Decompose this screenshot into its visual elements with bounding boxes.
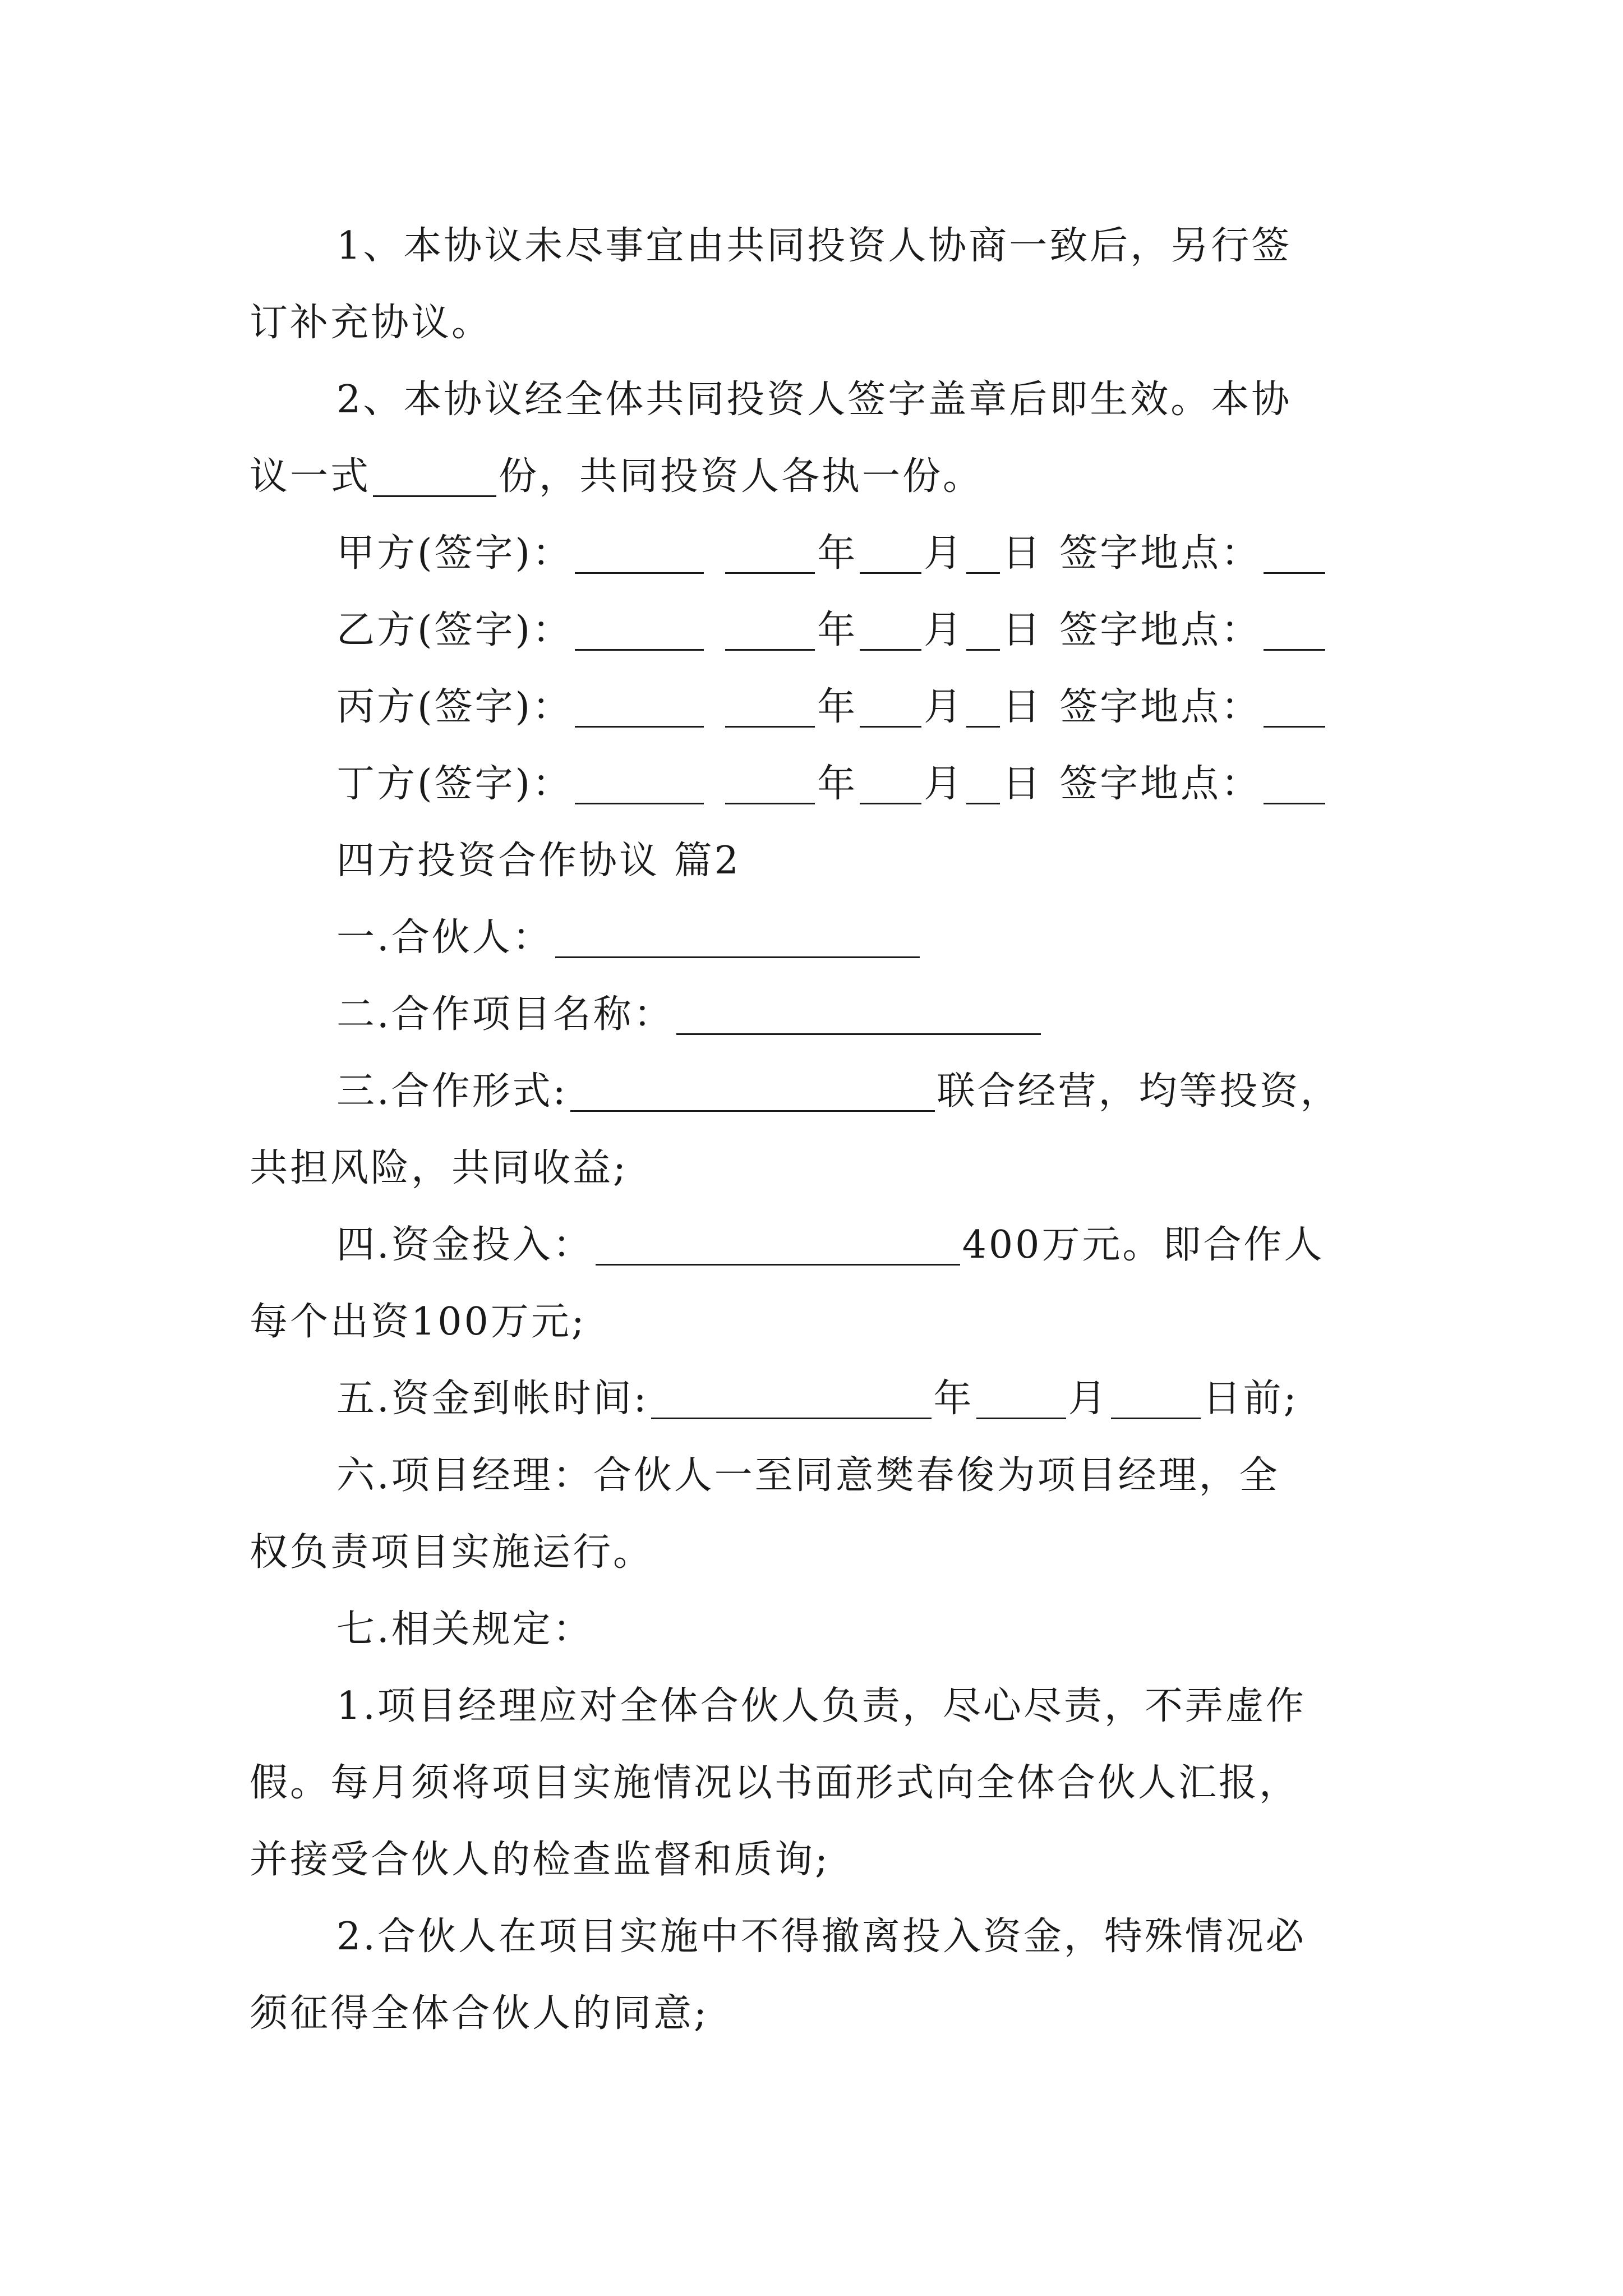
section-title: 四方投资合作协议 篇2	[336, 839, 741, 883]
partner-blank	[555, 918, 920, 958]
place-label: 签字地点：	[1059, 608, 1262, 652]
arrival-year-blank	[651, 1379, 932, 1419]
copies-prefix: 议一式	[250, 454, 371, 499]
day-blank	[966, 688, 1000, 728]
document-body	[250, 208, 1377, 2052]
manager-line-1: 六.项目经理：合伙人一至同意樊春俊为项目经理，全	[336, 1453, 1280, 1498]
capital-continuation: 每个出资100万元;	[250, 1300, 587, 1344]
clause-2-line-2	[250, 438, 1377, 515]
year-label: 年	[817, 685, 858, 729]
party-label: 丁方(签字)：	[336, 762, 573, 806]
party-label: 乙方(签字)：	[336, 608, 573, 652]
partner-line	[250, 899, 1377, 976]
clause-1-line-1: 1、本协议未尽事宜由共同投资人协商一致后，另行签	[336, 224, 1292, 268]
capital-blank	[596, 1226, 960, 1266]
project-name-blank	[676, 995, 1041, 1035]
signature-blank	[575, 765, 704, 804]
month-blank	[860, 611, 921, 651]
form-value: 联合经营，均等投资，	[937, 1069, 1341, 1114]
month-blank	[860, 534, 921, 574]
signature-blank	[575, 534, 704, 574]
form-continuation: 共担风险，共同收益;	[250, 1146, 628, 1190]
day-blank	[966, 765, 1000, 804]
clause-2-line-1: 2、本协议经全体共同投资人签字盖章后即生效。本协	[336, 378, 1292, 422]
form-line	[250, 1053, 1377, 1130]
year-label: 年	[817, 762, 858, 806]
arrival-day-label: 日前;	[1202, 1377, 1299, 1421]
day-label: 日	[1002, 685, 1043, 729]
signature-row-d	[250, 746, 1377, 822]
rule-2-line-1: 2.合伙人在项目实施中不得撤离投入资金，特殊情况必	[336, 1915, 1306, 1959]
rule-1-line-2: 假。每月须将项目实施情况以书面形式向全体合伙人汇报，	[250, 1761, 1300, 1805]
form-blank	[570, 1072, 935, 1112]
form-label: 三.合作形式:	[336, 1069, 568, 1114]
year-label: 年	[817, 608, 858, 652]
arrival-month-label: 月	[1068, 1377, 1109, 1421]
year-blank	[725, 534, 815, 574]
day-blank	[966, 611, 1000, 651]
day-blank	[966, 534, 1000, 574]
rule-2-line-2: 须征得全体合伙人的同意;	[250, 1991, 709, 2036]
project-name-label: 二.合作项目名称：	[336, 992, 674, 1037]
arrival-line	[250, 1360, 1377, 1437]
month-blank	[860, 765, 921, 804]
party-label: 甲方(签字)：	[336, 531, 573, 576]
signature-blank	[575, 688, 704, 728]
day-label: 日	[1002, 531, 1043, 576]
place-label: 签字地点：	[1059, 762, 1262, 806]
day-label: 日	[1002, 608, 1043, 652]
copies-suffix: 份，共同投资人各执一份。	[499, 454, 984, 499]
place-label: 签字地点：	[1059, 531, 1262, 576]
rules-title: 七.相关规定：	[336, 1607, 593, 1651]
year-label: 年	[817, 531, 858, 576]
clause-1-line-2: 订补充协议。	[250, 301, 492, 345]
arrival-year-label: 年	[933, 1377, 974, 1421]
day-label: 日	[1002, 762, 1043, 806]
project-name-line	[250, 976, 1377, 1053]
party-label: 丙方(签字)：	[336, 685, 573, 729]
manager-line-2: 权负责项目实施运行。	[250, 1530, 654, 1575]
place-blank	[1264, 534, 1325, 574]
capital-value: 400万元。即合作人	[962, 1223, 1325, 1267]
place-blank	[1264, 688, 1325, 728]
month-label: 月	[924, 608, 965, 652]
year-blank	[725, 611, 815, 651]
arrival-day-blank	[1111, 1379, 1201, 1419]
arrival-month-blank	[976, 1379, 1066, 1419]
signature-row-c	[250, 669, 1377, 746]
month-label: 月	[924, 531, 965, 576]
place-label: 签字地点：	[1059, 685, 1262, 729]
year-blank	[725, 688, 815, 728]
signature-blank	[575, 611, 704, 651]
rule-1-line-1: 1.项目经理应对全体合伙人负责，尽心尽责，不弄虚作	[336, 1684, 1306, 1728]
year-blank	[725, 765, 815, 804]
partner-label: 一.合伙人：	[336, 915, 553, 960]
month-label: 月	[924, 762, 965, 806]
place-blank	[1264, 765, 1325, 804]
capital-label: 四.资金投入：	[336, 1223, 593, 1267]
signature-row-a	[250, 515, 1377, 592]
month-blank	[860, 688, 921, 728]
place-blank	[1264, 611, 1325, 651]
signature-row-b	[250, 592, 1377, 669]
month-label: 月	[924, 685, 965, 729]
arrival-label: 五.资金到帐时间:	[336, 1377, 649, 1421]
rule-1-line-3: 并接受合伙人的检查监督和质询;	[250, 1838, 830, 1882]
copies-blank	[373, 457, 496, 497]
capital-line	[250, 1207, 1377, 1283]
